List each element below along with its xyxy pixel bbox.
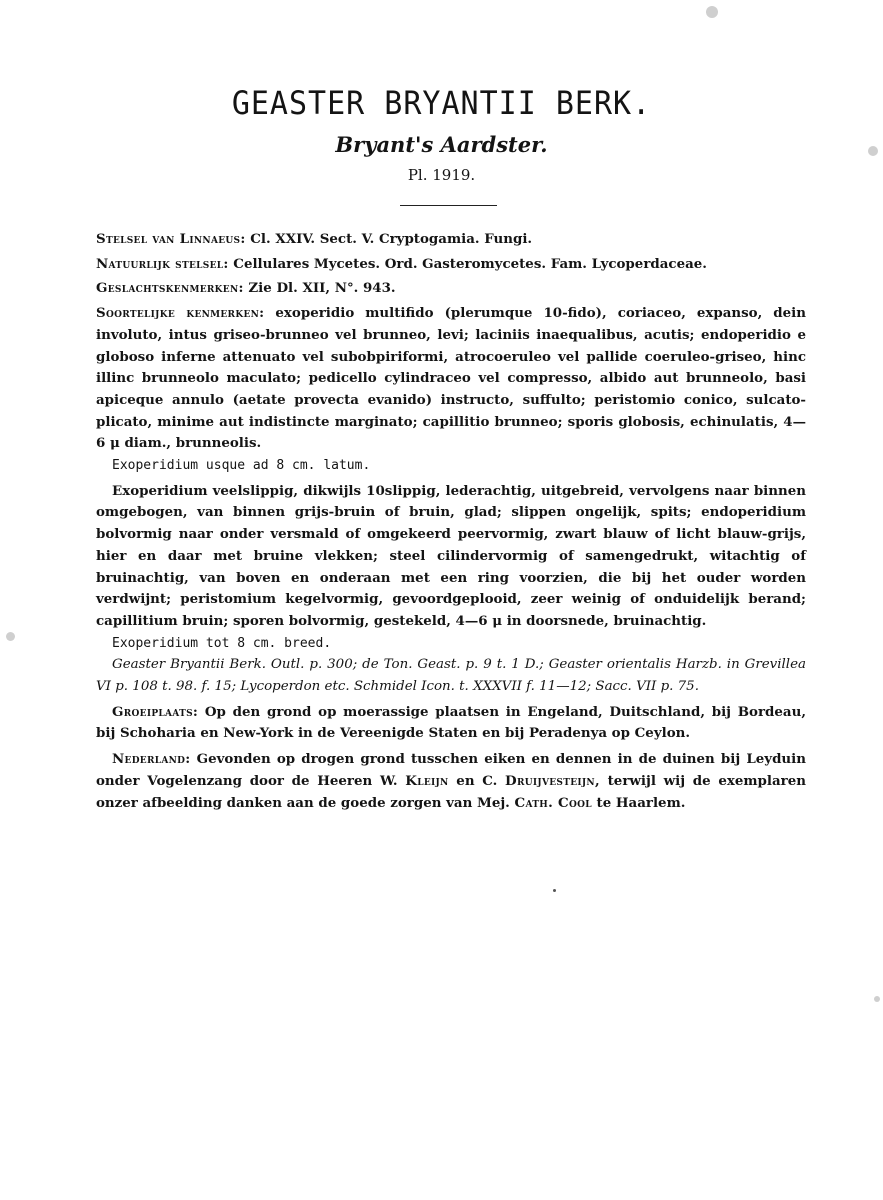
- natural-system-line: [96, 254, 806, 276]
- natural-text: Cellulares Mycetes. Ord. Gasteromycetes. Fam. Lycoperdaceae.: [233, 255, 707, 272]
- habitat-label: Groeiplaats:: [112, 703, 199, 720]
- genus-characteristics-line: [96, 278, 806, 300]
- natural-label: Natuurlijk stelsel:: [96, 255, 229, 272]
- linnaeus-label: Stelsel van Linnaeus:: [96, 231, 246, 247]
- dutch-size-line: [96, 633, 806, 655]
- netherlands-text-4: te Haarlem.: [596, 794, 686, 811]
- netherlands-paragraph: [96, 749, 806, 814]
- collector-name-2: Druijvesteijn,: [505, 772, 600, 789]
- latin-size-text: Exoperidium usque ad 8 cm. latum.: [112, 458, 371, 474]
- netherlands-text-1: Gevonden op drogen grond tusschen eiken en dennen in de duinen bij Leyduin onder Vogelenzang door de Heeren W.: [96, 751, 806, 789]
- collector-name-1: Kleijn: [405, 772, 449, 789]
- linnaeus-system-line: [96, 229, 806, 251]
- linnaeus-text: Cl. XXIV. Sect. V. Cryptogamia. Fungi.: [250, 231, 533, 247]
- scan-speck: [706, 6, 718, 18]
- title-divider: [400, 205, 497, 206]
- scan-speck: [874, 996, 880, 1002]
- species-characteristics-paragraph: [96, 303, 806, 455]
- page-title: GEASTER BRYANTII BERK.: [231, 84, 652, 123]
- species-text: exoperidio multifido (plerumque 10-fido), coriaceo, expanso, dein involuto, intus griseo-brunneo vel brunneo, levi; laciniis inaequalibus, acutis; endoperidio e globoso inferne attenuato vel subobpiriformi, atrocoeruleo vel pallide coeruleo-griseo, hinc illinc brunneolo maculato; pedicello cylindraceo vel compresso, albido aut brunneolo, basi apiceque annulo (aetate provecta evanido) instructo, suffulto; peristomio conico, sulcato-plicato, minime aut indistincte marginato; capillitio brunneo; sporis globosis, echinulatis, 4—6 μ diam., brunneolis.: [96, 305, 806, 452]
- latin-size-line: [96, 455, 806, 477]
- description-body: [96, 229, 806, 814]
- plate-number: Pl. 1919.: [407, 166, 476, 184]
- genus-text: Zie Dl. XII, N°. 943.: [248, 280, 396, 297]
- common-name-subtitle: Bryant's Aardster.: [335, 132, 548, 157]
- netherlands-label: Nederland:: [112, 751, 191, 768]
- habitat-text: Op den grond op moerassige plaatsen in Engeland, Duitschland, bij Bordeau, bij Schoharia en New-York in de Vereenigde Staten en bij Peradenya op Ceylon.: [96, 703, 806, 742]
- netherlands-text-2: en C.: [456, 772, 498, 789]
- genus-label: Geslachtskenmerken:: [96, 280, 244, 297]
- netherlands-text-3: terwijl wij de exemplaren onzer afbeelding danken aan de goede zorgen van Mej.: [96, 772, 806, 811]
- scan-speck: [553, 889, 556, 892]
- references-paragraph: Geaster Bryantii Berk. Outl. p. 300; de Ton. Geast. p. 9 t. 1 D.; Geaster orientalis Harzb. in Grevillea VI p. 108 t. 98. f. 15; Lycoperdon etc. Schmidel Icon. t. XXXVII f. 11—12; Sacc. VII p. 75.: [96, 657, 806, 695]
- scan-speck: [6, 632, 15, 641]
- dutch-description-paragraph: Exoperidium veelslippig, dikwijls 10slippig, lederachtig, uitgebreid, vervolgens naar binnen omgebogen, van binnen grijs-bruin of bruin, glad; slippen ongelijk, spits; endoperidium bolvormig naar onder versmald of omgekeerd peervormig, zwart blauw of licht blauw-grijs, hier en daar met bruine vlekken; steel cilindervormig of samengedrukt, witachtig of bruinachtig, van boven en onderaan met een ring voorzien, die bij het ouder worden verdwijnt; peristomium kegelvormig, gevoordgeplooid, zeer weinig of onduidelijk berand; capillitium bruin; sporen bolvormig, gestekeld, 4—6 μ in doorsnede, bruinachtig.: [96, 482, 806, 629]
- habitat-paragraph: [96, 702, 806, 745]
- scan-speck: [868, 146, 878, 156]
- dutch-size-text: Exoperidium tot 8 cm. breed.: [112, 635, 332, 651]
- contributor-name: Cath. Cool: [514, 794, 592, 811]
- species-label: Soortelijke kenmerken:: [96, 305, 265, 322]
